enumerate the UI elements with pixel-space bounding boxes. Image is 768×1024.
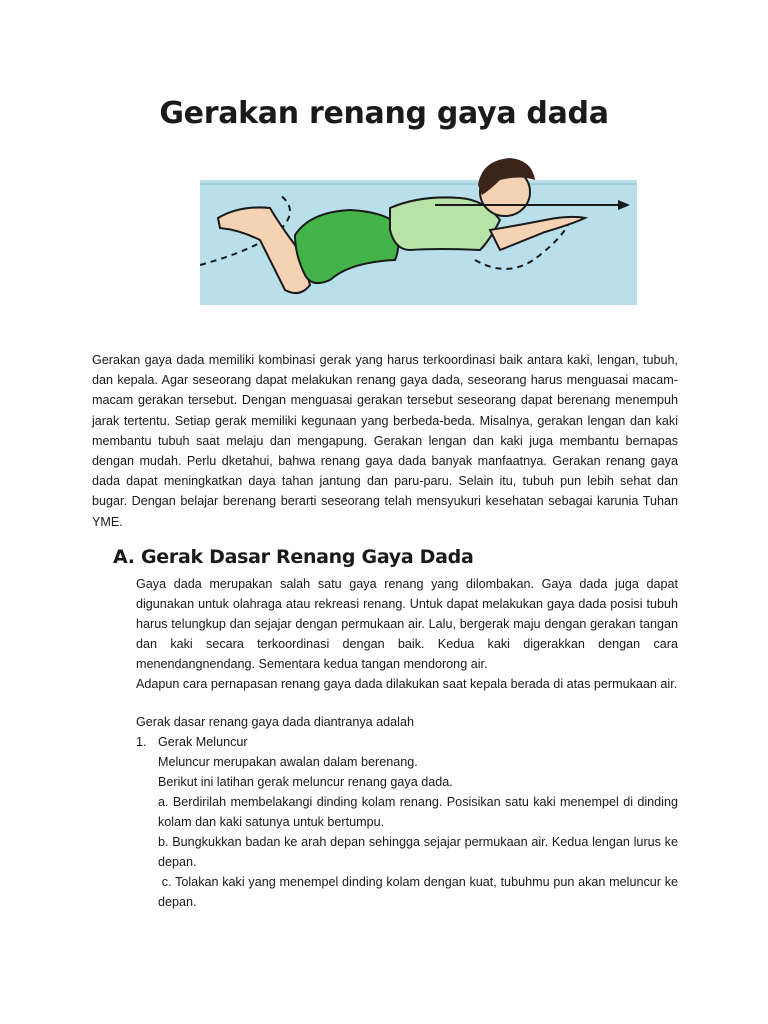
list-step-c: c. Tolakan kaki yang menempel dinding kolam dengan kuat, tubuhmu pun akan meluncur ke depan.: [158, 875, 682, 909]
list-item-line-2: Berikut ini latihan gerak meluncur renang gaya dada.: [158, 775, 453, 789]
section-a-paragraph-1: Gaya dada merupakan salah satu gaya renang yang dilombakan. Gaya dada juga dapat digunakan untuk olahraga atau rekreasi renang. Untuk dapat melakukan gaya dada posisi tubuh harus telungkup dan sejajar dengan permukaan air. Lalu, bergerak maju dengan gerakan tangan dan kaki secara terkoordinasi dengan baik. Kedua kaki digerakkan dengan cara menendangnendang. Sementara kedua tangan mendorong air.: [136, 577, 678, 671]
list-item-title: Gerak Meluncur: [158, 735, 248, 749]
section-a-paragraph-2: Adapun cara pernapasan renang gaya dada dilakukan saat kepala berada di atas permukaan air.: [136, 677, 678, 691]
intro-paragraph: Gerakan gaya dada memiliki kombinasi gerak yang harus terkoordinasi baik antara kaki, lengan, tubuh, dan kepala. Agar seseorang dapat melakukan renang gaya dada, seseorang harus menguasai macam-macam gerakan tersebut. Dengan menguasai gerakan tersebut seseorang dapat berenang menempuh jarak tertentu. Setiap gerak memiliki kegunaan yang berbeda-beda. Misalnya, gerakan lengan dan kaki membantu tubuh saat melaju dan mengapung. Gerakan lengan dan kaki juga membantu bernapas dengan mudah. Perlu dketahui, bahwa renang gaya dada banyak manfaatnya. Gerakan renang gaya dada dapat meningkatkan daya tahan jantung dan paru-paru. Selain itu, tubuh pun lebih sehat dan bugar. Dengan belajar berenang berarti seseorang telah mensyukuri kesehatan sebagai karunia Tuhan YME.: [92, 353, 678, 529]
paragraph-spacer: [136, 694, 678, 712]
list-item-line-1: Meluncur merupakan awalan dalam berenang.: [158, 755, 418, 769]
list-step-b: b. Bungkukkan badan ke arah depan sehingga sejajar permukaan air. Kedua lengan lurus ke depan.: [158, 835, 678, 869]
page-title: Gerakan renang gaya dada: [159, 96, 609, 131]
section-a-heading: A. Gerak Dasar Renang Gaya Dada: [113, 546, 474, 568]
list-item: [136, 732, 682, 912]
list-number: 1.: [136, 735, 147, 749]
section-a-body: [136, 574, 682, 912]
list-step-a: a. Berdirilah membelakangi dinding kolam renang. Posisikan satu kaki menempel di dinding kolam dan kaki satunya untuk bertumpu.: [158, 795, 678, 829]
list-intro: Gerak dasar renang gaya dada diantranya adalah: [136, 715, 414, 729]
swimmer-illustration: [200, 150, 637, 305]
